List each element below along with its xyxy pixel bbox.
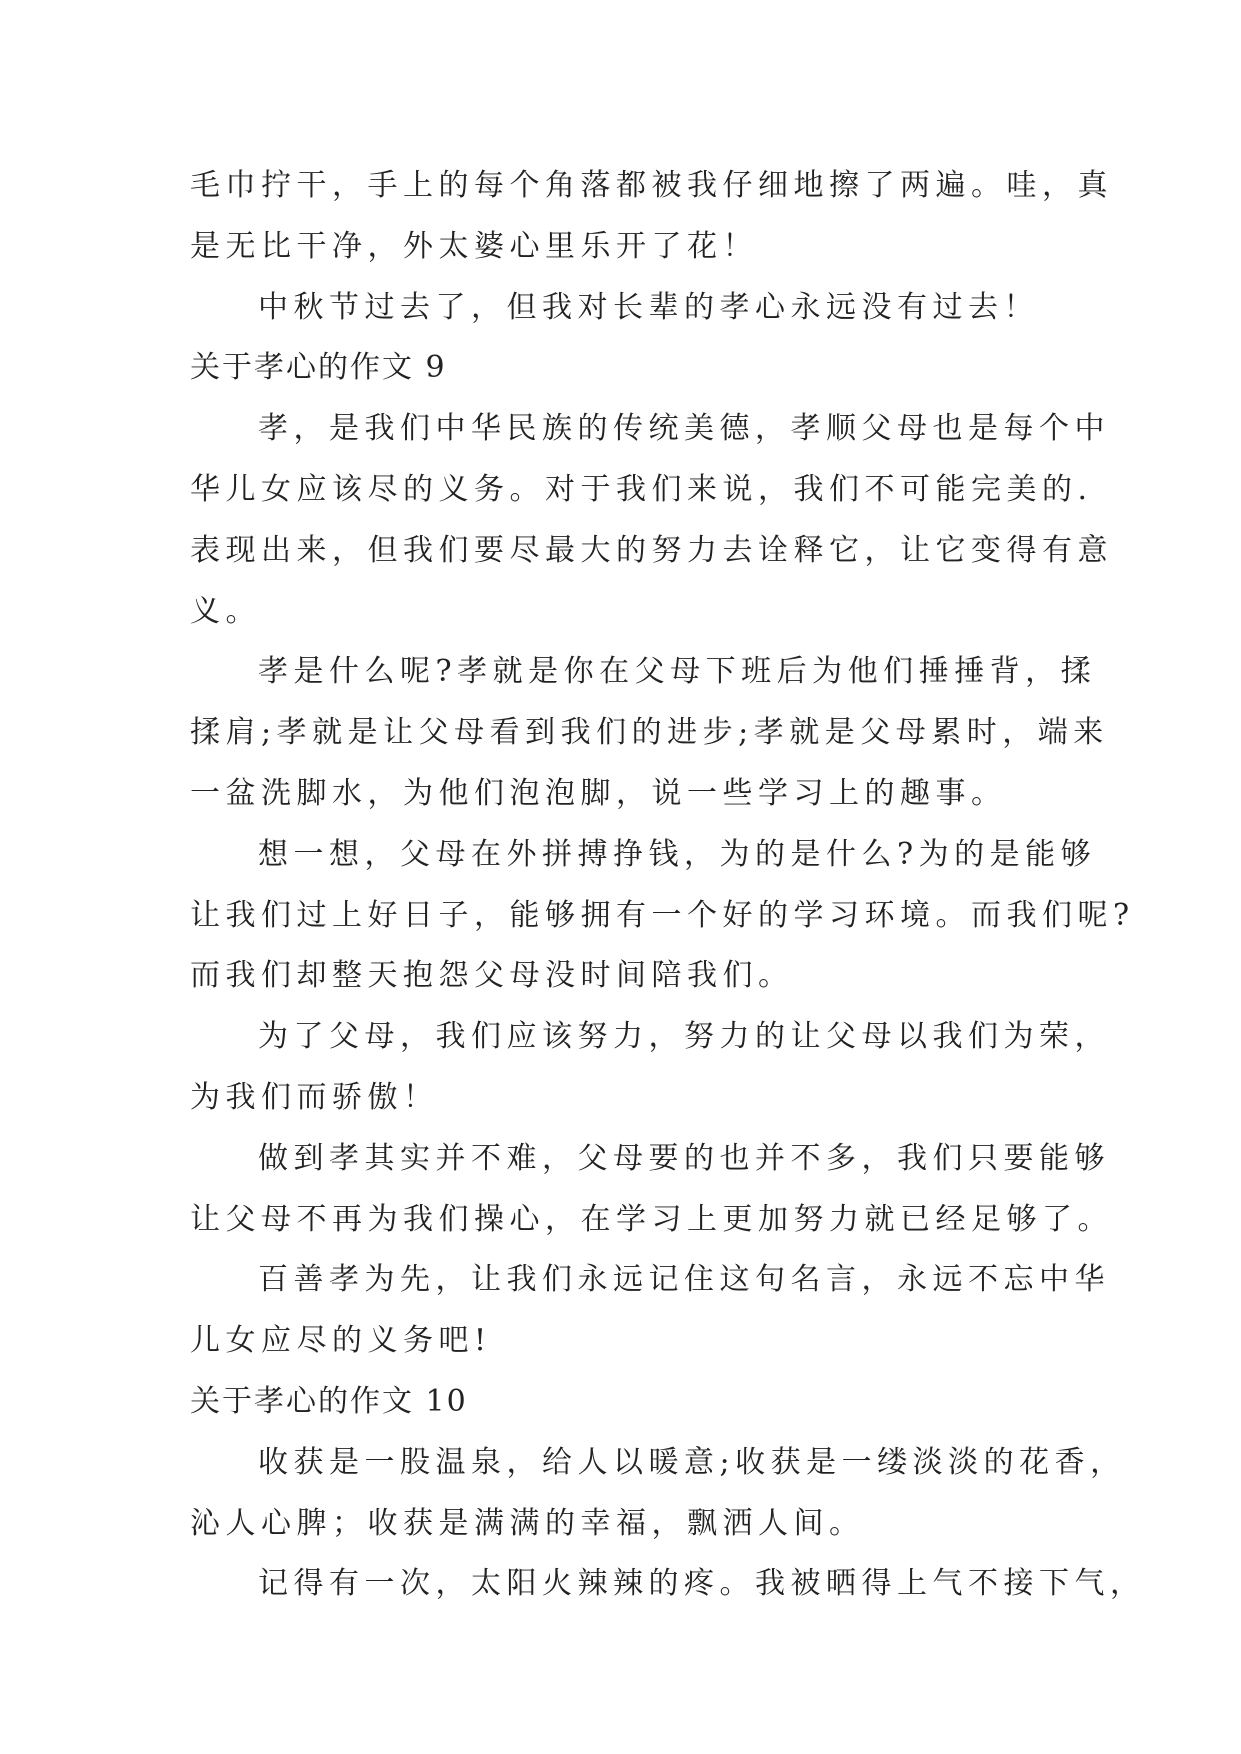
paragraph-start: 孝是什么呢?孝就是你在父母下班后为他们捶捶背，揉: [258, 654, 1097, 690]
document-body: [190, 156, 1146, 1615]
paragraph-start: 收获是一股温泉，给人以暖意;收获是一缕淡淡的花香，: [258, 1444, 1126, 1480]
section-heading: 关于孝心的作文 10: [190, 1383, 468, 1419]
text-line: 而我们却整天抱怨父母没时间陪我们。: [190, 958, 794, 994]
text-line: 沁人心脾；收获是满满的幸福，飘洒人间。: [190, 1505, 865, 1541]
paragraph-start: 做到孝其实并不难，父母要的也并不多，我们只要能够: [258, 1140, 1110, 1176]
text-line: 义。: [190, 593, 261, 629]
paragraph-start: 想一想，父母在外拼搏挣钱，为的是什么?为的是能够: [258, 836, 1097, 872]
paragraph-start: 孝，是我们中华民族的传统美德，孝顺父母也是每个中: [258, 411, 1110, 447]
text-line: 让我们过上好日子，能够拥有一个好的学习环境。而我们呢?: [190, 897, 1135, 933]
paragraph-start: 中秋节过去了，但我对长辈的孝心永远没有过去！: [258, 289, 1039, 325]
text-line: 表现出来，但我们要尽最大的努力去诠释它，让它变得有意: [190, 532, 1113, 568]
text-line: 让父母不再为我们操心，在学习上更加努力就已经足够了。: [190, 1201, 1113, 1237]
paragraph-start: 为了父母，我们应该努力，努力的让父母以我们为荣，: [258, 1019, 1110, 1055]
paragraph-start: 百善孝为先，让我们永远记住这句名言，永远不忘中华: [258, 1262, 1110, 1298]
text-line: 为我们而骄傲！: [190, 1079, 439, 1115]
paragraph-start: 记得有一次，太阳火辣辣的疼。我被晒得上气不接下气，: [258, 1566, 1146, 1602]
text-line: 揉肩;孝就是让父母看到我们的进步;孝就是父母累时，端来: [190, 715, 1109, 751]
text-line: 毛巾拧干，手上的每个角落都被我仔细地擦了两遍。哇，真: [190, 168, 1113, 203]
text-line: 华儿女应该尽的义务。对于我们来说，我们不可能完美的.: [190, 471, 1093, 507]
text-line: 是无比干净，外太婆心里乐开了花！: [190, 228, 758, 264]
text-line: 儿女应尽的义务吧!: [190, 1323, 492, 1359]
text-line: 一盆洗脚水，为他们泡泡脚，说一些学习上的趣事。: [190, 775, 1007, 811]
section-heading: 关于孝心的作文 9: [190, 350, 447, 386]
